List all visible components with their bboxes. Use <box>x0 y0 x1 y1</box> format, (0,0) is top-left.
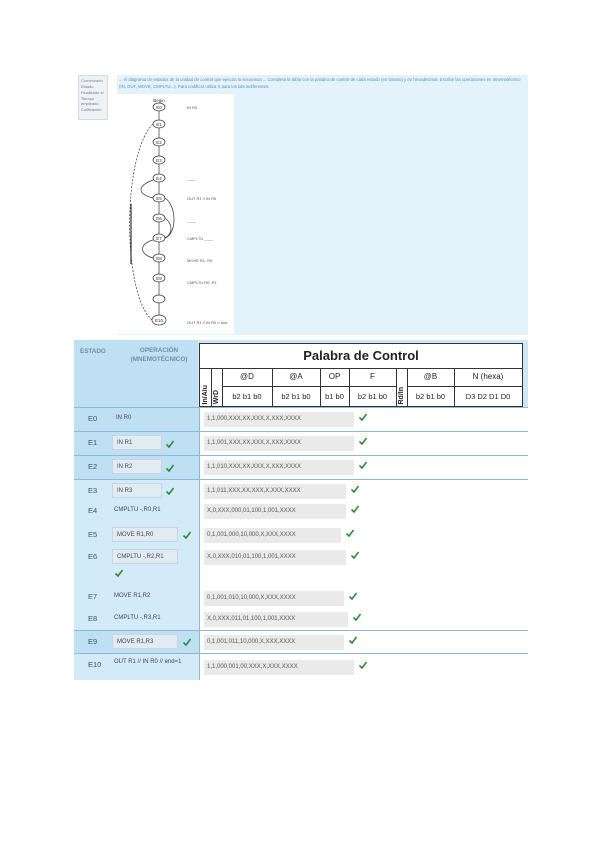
control-word-input[interactable]: X,0,XXX,011,01,100,1,001,XXXX <box>204 612 348 627</box>
control-cell <box>199 408 528 431</box>
row-state: E8 <box>88 614 98 623</box>
correct-check-icon <box>165 463 175 473</box>
col-in-alu-label: In/Alu <box>202 384 209 404</box>
table-row <box>74 586 528 608</box>
control-word-input[interactable]: 0,1,001,011,10,000,X,XXX,XXXX <box>204 635 344 650</box>
correct-check-icon <box>352 612 362 622</box>
table-row <box>74 524 528 546</box>
diagram-note: MOVE R1, R0 <box>187 258 213 263</box>
correct-check-icon <box>350 504 360 514</box>
control-word-title: Palabra de Control <box>200 345 522 369</box>
state-begin: Begin <box>153 98 165 103</box>
group-b-bits: b2 b1 b0 <box>415 392 446 401</box>
row-state: E1 <box>88 438 98 447</box>
control-cell <box>199 654 528 680</box>
table-row <box>74 431 528 455</box>
correct-check-icon <box>165 439 175 449</box>
row-state: E3 <box>88 486 98 495</box>
control-word-input[interactable]: 1,1,011,XXX,XX,XXX,X,XXX,XXXX <box>204 484 346 499</box>
row-state: E0 <box>88 414 98 423</box>
state-e4: E4 <box>156 176 162 181</box>
col-group-op <box>320 368 350 406</box>
group-n-bits: D3 D2 D1 D0 <box>465 392 511 401</box>
group-a-bits: b2 b1 b0 <box>281 392 311 401</box>
correct-check-icon <box>358 436 368 446</box>
summary-item: Comenzado <box>81 78 103 83</box>
state-e0: E0 <box>156 105 162 110</box>
state-diagram <box>117 94 234 334</box>
group-op-bits: b1 b0 <box>325 392 344 401</box>
table-row <box>74 546 528 586</box>
correct-check-icon <box>358 460 368 470</box>
summary-item: Tiempo empleado <box>81 96 99 106</box>
correct-check-icon <box>182 637 192 647</box>
diagram-note: OUT R1 // IN R0 <box>187 196 217 201</box>
group-n-name: N (hexa) <box>454 368 522 387</box>
group-op-name: OP <box>320 368 349 387</box>
row-state: E5 <box>88 530 98 539</box>
question-text: ... el diagrama de estados de la unidad de control que ejecuta la secuencia ... Completa la tabla con la palabra de control de cada estado (en binario) y en hexadecimal. Escribe las operaciones en mnemotécnico (IN, OUT, MOVE, CMPLTU...). Para codificar utiliza X para los bits indiferentes. <box>119 77 521 89</box>
operation-field[interactable]: IN R1 <box>112 435 162 450</box>
control-word-input[interactable]: X,0,XXX,010,01,100,1,001,XXXX <box>204 550 346 565</box>
control-cell <box>199 631 528 653</box>
state-e2: E2 <box>156 140 162 145</box>
operation-field[interactable]: CMPLTU -,R3,R1 <box>114 615 161 621</box>
diagram-note: ____ <box>187 218 196 223</box>
header-estado: ESTADO <box>80 348 106 355</box>
diagram-note: CMPLTU ____ <box>187 236 214 241</box>
operation-field[interactable]: MOVE R1,R0 <box>112 527 178 542</box>
control-cell <box>199 480 528 500</box>
summary-item: Estado <box>81 84 94 89</box>
state-e6: E6 <box>156 216 162 221</box>
operation-field[interactable]: IN R0 <box>116 415 132 421</box>
diagram-note: OUT R1 // IN R0 // end <box>187 320 228 325</box>
correct-check-icon <box>350 484 360 494</box>
operation-field[interactable]: IN R2 <box>112 459 162 474</box>
col-group-n <box>454 368 522 406</box>
operation-field[interactable]: MOVE R1,R2 <box>114 593 151 599</box>
diagram-note: ____ <box>187 176 196 181</box>
control-word-input[interactable]: 1,1,010,XXX,XX,XXX,X,XXX,XXXX <box>204 460 354 475</box>
table-row <box>74 407 528 431</box>
state-e9: E9 <box>156 276 162 281</box>
operation-field[interactable]: CMPLTU -,R2,R1 <box>112 549 178 564</box>
state-e8: E8 <box>156 256 162 261</box>
diagram-note: IN R0 <box>187 105 198 110</box>
control-word-input[interactable]: 1,1,001,XXX,XX,XXX,X,XXX,XXXX <box>204 436 354 451</box>
control-cell <box>199 500 528 524</box>
table-row <box>74 653 528 680</box>
correct-check-icon <box>358 660 368 670</box>
control-word-table <box>74 340 528 680</box>
row-state: E4 <box>88 506 98 515</box>
row-state: E7 <box>88 592 98 601</box>
control-cell <box>199 524 528 546</box>
col-rd-in-label: Rd/In <box>398 386 405 404</box>
correct-check-icon <box>114 568 124 578</box>
correct-check-icon <box>345 528 355 538</box>
col-group-d <box>222 368 273 406</box>
correct-check-icon <box>358 412 368 422</box>
state-e5: E5 <box>156 196 162 201</box>
correct-check-icon <box>348 635 358 645</box>
table-row <box>74 500 528 524</box>
summary-item: Finalizado el <box>81 90 104 95</box>
summary-item: Calificación <box>81 107 102 112</box>
control-cell <box>199 586 528 608</box>
diagram-note: CMPLTU R0, R1 <box>187 280 217 285</box>
row-state: E6 <box>88 552 98 561</box>
correct-check-icon <box>350 550 360 560</box>
row-state: E9 <box>88 637 98 646</box>
control-cell <box>199 456 528 479</box>
group-f-name: F <box>349 368 396 387</box>
control-cell <box>199 608 528 630</box>
question-panel <box>117 75 528 335</box>
state-diagram-graphic <box>117 94 234 334</box>
state-e7: E7 <box>156 236 162 241</box>
control-cell <box>199 432 528 455</box>
col-group-a <box>272 368 321 406</box>
correct-check-icon <box>182 530 192 540</box>
group-d-bits: b2 b1 b0 <box>232 392 262 401</box>
row-state: E2 <box>88 462 98 471</box>
col-wrd-label: WrD <box>213 389 220 404</box>
group-d-name: @D <box>222 368 272 387</box>
state-e10: E10 <box>154 318 164 323</box>
state-e1: E1 <box>156 122 162 127</box>
correct-check-icon <box>348 591 358 601</box>
col-group-f <box>349 368 397 406</box>
control-word-input[interactable]: 0,1,001,010,10,000,X,XXX,XXXX <box>204 591 344 606</box>
state-e3: E3 <box>156 158 162 163</box>
header-operacion: OPERACIÓN (MNEMOTÉCNICO) <box>130 347 188 363</box>
quiz-summary-panel <box>78 75 108 120</box>
operation-field[interactable]: CMPLTU -,R0,R1 <box>114 507 161 513</box>
table-row <box>74 608 528 630</box>
group-a-name: @A <box>272 368 320 387</box>
control-word-input[interactable]: 1,1,000,XXX,XX,XXX,X,XXX,XXXX <box>204 412 354 427</box>
control-word-input[interactable]: 0,1,001,000,10,000,X,XXX,XXXX <box>204 528 341 543</box>
col-group-b <box>407 368 455 406</box>
table-row <box>74 479 528 500</box>
correct-check-icon <box>165 486 175 496</box>
table-row <box>74 455 528 479</box>
operation-field[interactable]: MOVE R1,R3 <box>112 634 178 649</box>
table-row <box>74 630 528 653</box>
table-header-left <box>74 340 198 407</box>
operation-field[interactable]: IN R3 <box>112 483 162 498</box>
group-b-name: @B <box>407 368 454 387</box>
control-cell <box>199 546 528 586</box>
control-word-input[interactable]: 1,1,000,001,00,XXX,X,XXX,XXXX <box>204 660 354 675</box>
control-word-input[interactable]: X,0,XXX,000,01,100,1,001,XXXX <box>204 504 346 519</box>
control-word-header <box>199 343 523 407</box>
row-state: E10 <box>88 660 102 669</box>
operation-field[interactable]: OUT R1 // IN R0 // end=1 <box>114 659 182 665</box>
group-f-bits: b2 b1 b0 <box>357 392 388 401</box>
